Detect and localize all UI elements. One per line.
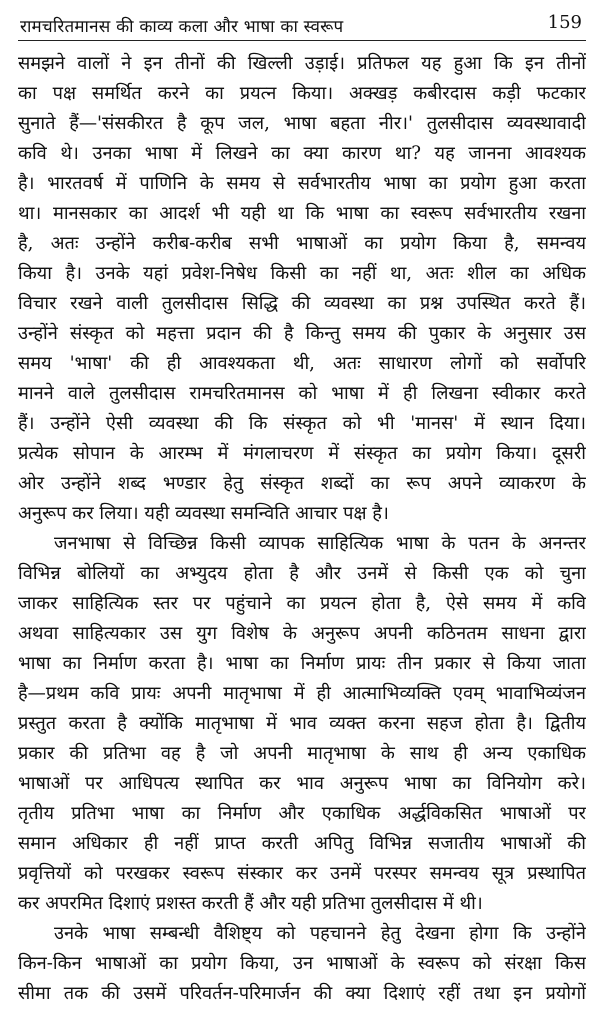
text-line: मानने वाले तुलसीदास रामचरितमानस को भाषा में ही लिखना स्वीकार करते [18,383,586,404]
text-line: अथवा साहित्यकार उस युग विशेष के अनुरूप अपनी कठिनतम साधना द्वारा [18,623,586,644]
text-line: सीमा तक की उसमें परिवर्तन-परिमार्जन की क्या दिशाएं रहीं तथा इन प्रयोगों [18,983,586,1004]
text-line: सुनाते हैं—'संसकीरत है कूप जल, भाषा बहता नीर।' तुलसीदास व्यवस्थावादी [18,113,586,134]
text-line: प्रत्येक सोपान के आरम्भ में मंगलाचरण में संस्कृत का प्रयोग किया। दूसरी [18,443,586,464]
text-line: प्रवृत्तियों को परखकर स्वरूप संस्कार कर उनमें परस्पर समन्वय सूत्र प्रस्थापित [18,863,586,884]
text-line: किया है। उनके यहां प्रवेश-निषेध किसी का नहीं था, अतः शील का अधिक [18,263,586,284]
text-line: है। भारतवर्ष में पाणिनि के समय से सर्वभारतीय भाषा का प्रयोग हुआ करता [18,173,586,194]
text-line: था। मानसकार का आदर्श भी यही था कि भाषा का स्वरूप सर्वभारतीय रखना [18,203,586,224]
text-line: कवि थे। उनका भाषा में लिखने का क्या कारण था? यह जानना आवश्यक [18,143,586,164]
text-line: हैं। उन्होंने ऐसी व्यवस्था की कि संस्कृत को भी 'मानस' में स्थान दिया। [18,413,586,434]
text-line: किन-किन भाषाओं का प्रयोग किया, उन भाषाओं के स्वरूप को संरक्षा किस [18,953,586,974]
text-line: तृतीय प्रतिभा भाषा का निर्माण और एकाधिक अर्द्धविकसित भाषाओं पर [18,803,586,824]
running-title: रामचरितमानस की काव्य कला और भाषा का स्वरूप [20,17,344,37]
page-number: 159 [547,12,582,33]
text-line: है—प्रथम कवि प्रायः अपनी मातृभाषा में ही आत्माभिव्यक्ति एवम् भावाभिव्यंजन [18,683,586,704]
text-line: भाषाओं पर आधिपत्य स्थापित कर भाव अनुरूप भाषा का विनियोग करे। [18,773,586,794]
text-line: समान अधिकार ही नहीं प्राप्त करती अपितु विभिन्न सजातीय भाषाओं की [18,833,586,854]
text-line: विभिन्न बोलियों का अभ्युदय होता है और उनमें से किसी एक को चुना [18,563,586,584]
text-line: कर अपरमित दिशाएं प्रशस्त करती हैं और यही प्रतिभा तुलसीदास में थी। [18,893,483,914]
text-line: समझने वालों ने इन तीनों की खिल्ली उड़ाई। प्रतिफल यह हुआ कि इन तीनों [18,53,586,74]
text-line: जाकर साहित्यिक स्तर पर पहुंचाने का प्रयत्न होता है, ऐसे समय में कवि [18,593,586,614]
text-line: अनुरूप कर लिया। यही व्यवस्था समन्विति आचार पक्ष है। [18,503,389,524]
text-line: प्रस्तुत करता है क्योंकि मातृभाषा में भाव व्यक्त करना सहज होता है। द्वितीय [18,713,586,734]
running-header [18,6,586,41]
text-line: उन्होंने संस्कृत को महत्ता प्रदान की है किन्तु समय की पुकार के अनुसार उस [18,323,586,344]
text-line: जनभाषा से विच्छिन्न किसी व्यापक साहित्यिक भाषा के पतन के अनन्तर [54,533,586,554]
text-line: विचार रखने वाली तुलसीदास सिद्धि की व्यवस्था का प्रश्न उपस्थित करते हैं। [18,293,586,314]
text-line: उनके भाषा सम्बन्धी वैशिष्ट्य को पहचानने हेतु देखना होगा कि उन्होंने [54,923,586,944]
text-line: भाषा का निर्माण करता है। भाषा का निर्माण प्रायः तीन प्रकार से किया जाता [18,653,586,674]
text-line: ओर उन्होंने शब्द भण्डार हेतु संस्कृत शब्दों का रूप अपने व्याकरण के [18,473,586,494]
body-text [18,49,586,1009]
text-line: है, अतः उन्होंने करीब-करीब सभी भाषाओं का प्रयोग किया है, समन्वय [18,233,586,254]
text-line: प्रकार की प्रतिभा वह है जो अपनी मातृभाषा के साथ ही अन्य एकाधिक [18,743,586,764]
text-line: समय 'भाषा' की ही आवश्यकता थी, अतः साधारण लोगों को सर्वोपरि [18,353,586,374]
text-line: का पक्ष समर्थित करने का प्रयत्न किया। अक्खड़ कबीरदास कड़ी फटकार [18,83,586,104]
